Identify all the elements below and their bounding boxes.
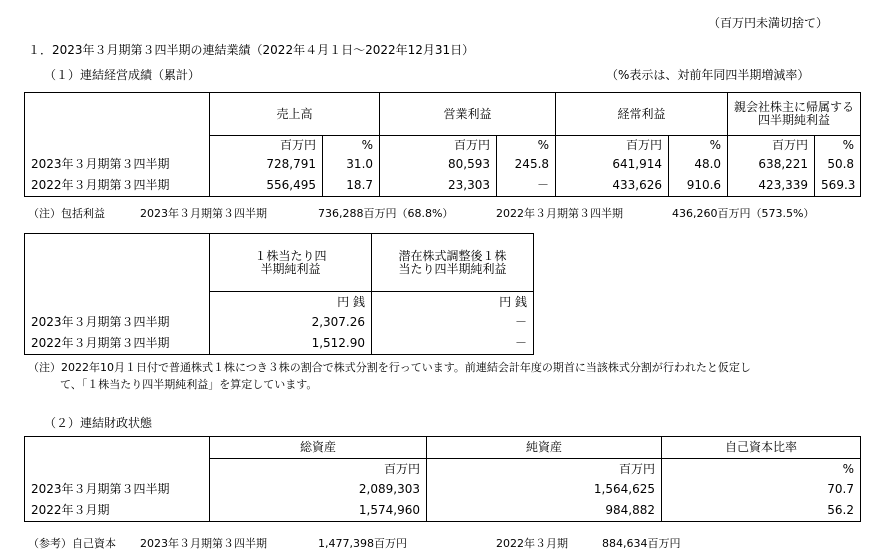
- comprehensive-income-label: （注）包括利益: [28, 207, 105, 220]
- cell-value: 1,512.90: [210, 333, 372, 355]
- cell-value: 31.0: [323, 155, 380, 175]
- cell-value: －: [372, 313, 534, 333]
- cell-value: 2,089,303: [210, 480, 427, 500]
- financial-position-table: [24, 436, 861, 522]
- equity-ref-label: （参考）自己資本: [28, 537, 116, 550]
- col-diluted-eps: 潜在株式調整後１株当たり四半期純利益: [372, 234, 534, 292]
- stock-split-note-cont: て、「１株当たり四半期純利益」を算定しています。: [60, 378, 318, 391]
- cell-value: 1,574,960: [210, 500, 427, 522]
- comprehensive-income-value: 436,260百万円（573.5%）: [672, 207, 815, 220]
- comprehensive-income-period: 2022年３月期第３四半期: [496, 207, 623, 220]
- unit-m: 百万円: [210, 459, 427, 480]
- table-row: [25, 333, 534, 355]
- unit-p: %: [662, 459, 861, 480]
- cell-value: 23,303: [380, 175, 497, 197]
- equity-ref-period: 2022年３月期: [496, 537, 568, 550]
- cell-value: 80,593: [380, 155, 497, 175]
- cell-value: 56.2: [662, 500, 861, 522]
- cell-value: 48.0: [669, 155, 728, 175]
- cell-value: 2,307.26: [210, 313, 372, 333]
- cell-value: 728,791: [210, 155, 323, 175]
- stock-split-note: （注）2022年10月１日付で普通株式１株につき３株の割合で株式分割を行っています。前連結会計年度の期首に当該株式分割が行われたと仮定し: [28, 361, 751, 374]
- cell-value: 638,221: [728, 155, 815, 175]
- cell-value: 910.6: [669, 175, 728, 197]
- col-net-assets: 純資産: [427, 437, 662, 459]
- equity-ref-value: 1,477,398百万円: [318, 537, 407, 550]
- cell-value: 245.8: [497, 155, 556, 175]
- unit-m: 百万円: [380, 136, 497, 155]
- unit-p: %: [815, 136, 861, 155]
- unit-p: %: [323, 136, 380, 155]
- sec2-title: （２）連結財政状態: [44, 416, 153, 430]
- cell-value: 433,626: [556, 175, 669, 197]
- truncation-note: （百万円未満切捨て）: [708, 16, 829, 30]
- cell-value: 641,914: [556, 155, 669, 175]
- cell-value: 18.7: [323, 175, 380, 197]
- col-eps: １株当たり四半期純利益: [210, 234, 372, 292]
- table-row: [25, 313, 534, 333]
- table-row: [25, 500, 861, 522]
- unit-yen: 円 銭: [210, 292, 372, 313]
- row-label: 2023年３月期第３四半期: [25, 313, 210, 333]
- cell-value: －: [497, 175, 556, 197]
- sec1-title: （１）連結経営成績（累計）: [44, 68, 201, 82]
- col-ordinary-profit: 経常利益: [556, 93, 728, 136]
- eps-table: [24, 233, 534, 355]
- results-table: [24, 92, 861, 197]
- row-label: 2023年３月期第３四半期: [25, 480, 210, 500]
- unit-m: 百万円: [427, 459, 662, 480]
- unit-m: 百万円: [728, 136, 815, 155]
- comprehensive-income-period: 2023年３月期第３四半期: [140, 207, 267, 220]
- corner-cell: [25, 437, 210, 459]
- cell-value: 50.8: [815, 155, 861, 175]
- row-label: 2022年３月期: [25, 500, 210, 522]
- unit-p: %: [669, 136, 728, 155]
- cell-value: 984,882: [427, 500, 662, 522]
- unit-p: %: [497, 136, 556, 155]
- cell-value: 569.3: [815, 175, 861, 197]
- cell-value: 1,564,625: [427, 480, 662, 500]
- equity-ref-value: 884,634百万円: [602, 537, 681, 550]
- col-total-assets: 総資産: [210, 437, 427, 459]
- table-row: [25, 155, 861, 175]
- cell-value: 556,495: [210, 175, 323, 197]
- row-label: 2022年３月期第３四半期: [25, 333, 210, 355]
- cell-value: －: [372, 333, 534, 355]
- section-heading: １．2023年３月期第３四半期の連結業績（2022年４月１日～2022年12月31日）: [28, 43, 475, 57]
- row-label: 2023年３月期第３四半期: [25, 155, 210, 175]
- row-label: 2022年３月期第３四半期: [25, 175, 210, 197]
- unit-m: 百万円: [210, 136, 323, 155]
- sec1-right-note: （%表示は、対前年同四半期増減率）: [606, 68, 810, 82]
- unit-yen: 円 銭: [372, 292, 534, 313]
- corner-cell: [25, 93, 210, 136]
- comprehensive-income-value: 736,288百万円（68.8%）: [318, 207, 454, 220]
- table-row: [25, 480, 861, 500]
- col-operating-profit: 営業利益: [380, 93, 556, 136]
- table-row: [25, 175, 861, 197]
- equity-ref-period: 2023年３月期第３四半期: [140, 537, 267, 550]
- unit-m: 百万円: [556, 136, 669, 155]
- corner-cell: [25, 234, 210, 292]
- col-equity-ratio: 自己資本比率: [662, 437, 861, 459]
- col-sales: 売上高: [210, 93, 380, 136]
- cell-value: 70.7: [662, 480, 861, 500]
- col-net-income: 親会社株主に帰属する四半期純利益: [728, 93, 861, 136]
- cell-value: 423,339: [728, 175, 815, 197]
